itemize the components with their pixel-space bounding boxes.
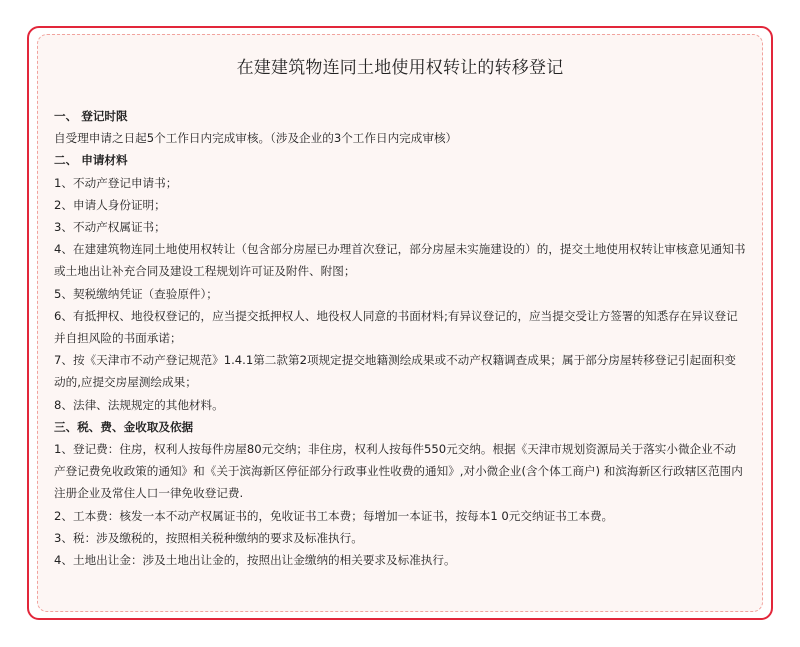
fee-item: 2、工本费：核发一本不动产权属证书的，免收证书工本费；每增加一本证书，按每本1 0元交纳证书工本费。 [54,508,614,523]
section-heading-fees: 三、税、费、金收取及依据 [54,419,194,434]
fee-item: 1、登记费：住房，权利人按每件房屋80元交纳；非住房，权利人按每件550元交纳。根据《天津市规划资源局关于落实小微企业不动产登记费免收政策的通知》和《关于滨海新区停征部分行政事业性收费的通知》,对小微企业(含个体工商户) 和滨海新区行政辖区范围内注册企业及常住人口一律免收登记费. [54,442,743,501]
material-item: 5、契税缴纳凭证（查验原件）； [54,286,218,301]
material-item: 8、法律、法规规定的其他材料。 [54,397,224,412]
fee-item: 4、土地出让金：涉及土地出让金的，按照出让金缴纳的相关要求及标准执行。 [54,553,456,568]
section-heading-time-limit: 一、 登记时限 [54,109,128,123]
material-item: 4、在建建筑物连同土地使用权转让（包含部分房屋已办理首次登记，部分房屋未实施建设的）的，提交土地使用权转让审核意见通知书或土地出让补充合同及建设工程规划许可证及附件、附图； [54,242,746,279]
page-title: 在建建筑物连同土地使用权转让的转移登记 [236,58,564,78]
material-item: 7、按《天津市不动产登记规范》1.4.1第二款第2项规定提交地籍测绘成果或不动产权籍调查成果；属于部分房屋转移登记引起面积变动的,应提交房屋测绘成果； [54,353,736,390]
material-item: 1、不动产登记申请书； [54,175,178,190]
fee-item: 3、税：涉及缴税的，按照相关税种缴纳的要求及标准执行。 [54,530,363,545]
material-item: 2、申请人身份证明； [54,197,166,212]
outer-frame [27,26,773,620]
document-body [54,105,746,571]
content-panel [37,34,763,612]
time-limit-text: 自受理申请之日起5个工作日内完成审核。（涉及企业的3个工作日内完成审核） [54,131,458,146]
material-item: 6、有抵押权、地役权登记的，应当提交抵押权人、地役权人同意的书面材料;有异议登记的，应当提交受让方签署的知悉存在异议登记并自担风险的书面承诺； [54,308,738,346]
section-heading-materials: 二、 申请材料 [54,153,128,168]
material-item: 3、不动产权属证书； [54,220,166,235]
